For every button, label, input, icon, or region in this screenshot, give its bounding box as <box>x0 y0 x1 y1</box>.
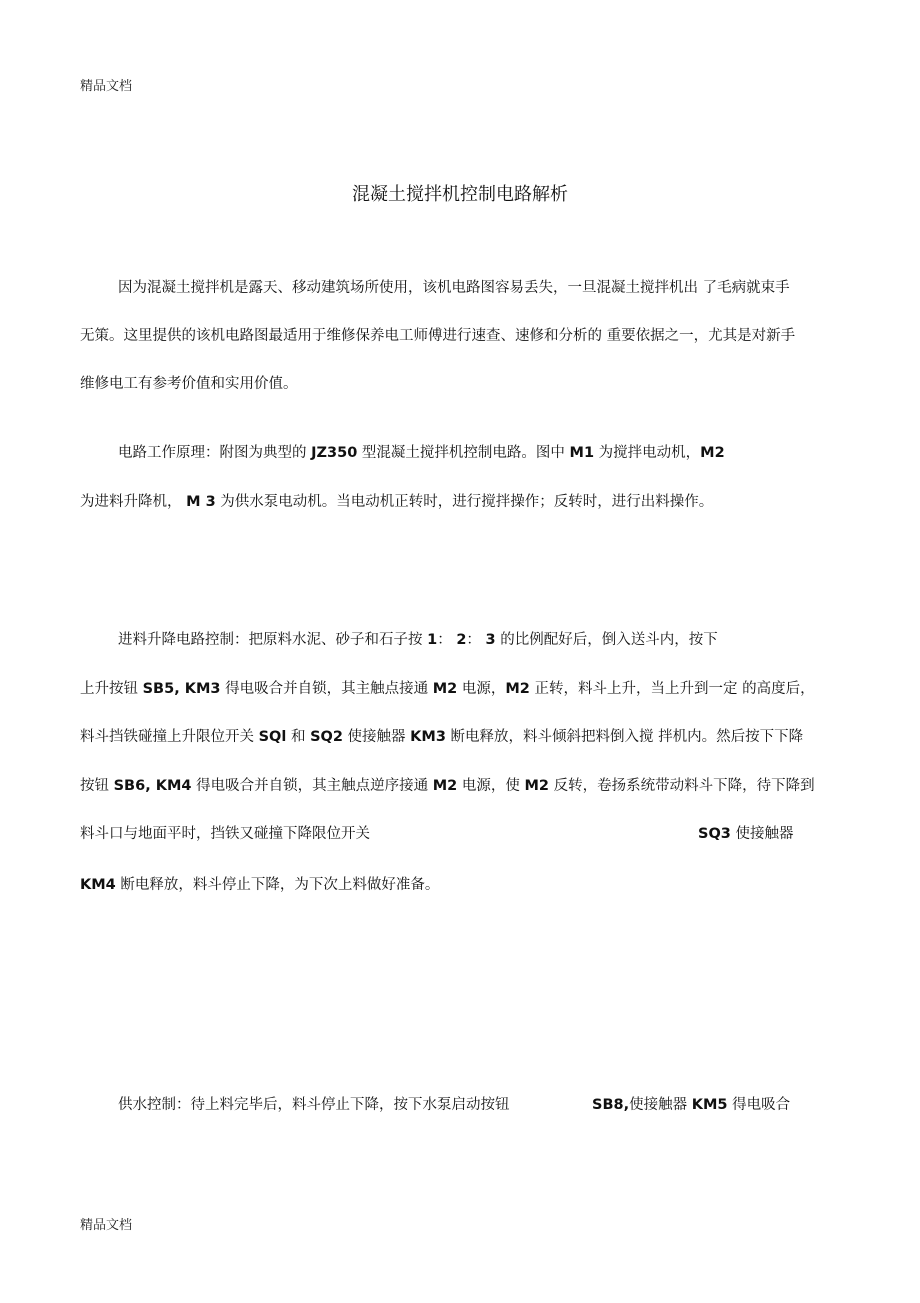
page-footer: 精品文档 <box>80 1218 133 1233</box>
text-line: 供水控制：待上料完毕后，料斗停止下降，按下水泵启动按钮 <box>118 1097 510 1113</box>
page-header: 精品文档 <box>80 79 133 94</box>
document-title: 混凝土搅拌机控制电路解析 <box>352 184 568 205</box>
text-line: 进料升降电路控制：把原料水泥、砂子和石子按 1： 2： 3 的比例配好后，倒入送斗内，按下 <box>118 632 718 648</box>
text-fragment: SQ3 使接触器 <box>698 826 794 842</box>
text-fragment: SB8,使接触器 KM5 得电吸合 <box>592 1097 791 1113</box>
text-line: 料斗挡铁碰撞上升限位开关 SQl 和 SQ2 使接触器 KM3 断电释放，料斗倾斜把料倒入搅 拌机内。然后按下下降 <box>80 729 804 745</box>
text-line: 无策。这里提供的该机电路图最适用于维修保养电工师傅进行速查、速修和分析的 重要依据之一，尤其是对新手 <box>80 328 796 344</box>
text-line: 维修电工有参考价值和实用价值。 <box>80 376 298 392</box>
text-line: KM4 断电释放，料斗停止下降，为下次上料做好准备。 <box>80 877 440 893</box>
text-line: 为进料升降机， M 3 为供水泵电动机。当电动机正转时，进行搅拌操作；反转时，进行出料操作。 <box>80 494 714 510</box>
text-line: 按钮 SB6, KM4 得电吸合并自锁，其主触点逆序接通 M2 电源，使 M2 反转，卷扬系统带动料斗下降，待下降到 <box>80 778 815 794</box>
text-line: 因为混凝土搅拌机是露天、移动建筑场所使用，该机电路图容易丢失，一旦混凝土搅拌机出 了毛病就束手 <box>118 280 790 296</box>
text-line: 料斗口与地面平时，挡铁又碰撞下降限位开关 <box>80 826 370 842</box>
text-line: 上升按钮 SB5, KM3 得电吸合并自锁，其主触点接通 M2 电源，M2 正转，料斗上升，当上升到一定 的高度后， <box>80 681 815 697</box>
text-line: 电路工作原理：附图为典型的 JZ350 型混凝土搅拌机控制电路。图中 M1 为搅拌电动机，M2 <box>118 445 725 461</box>
